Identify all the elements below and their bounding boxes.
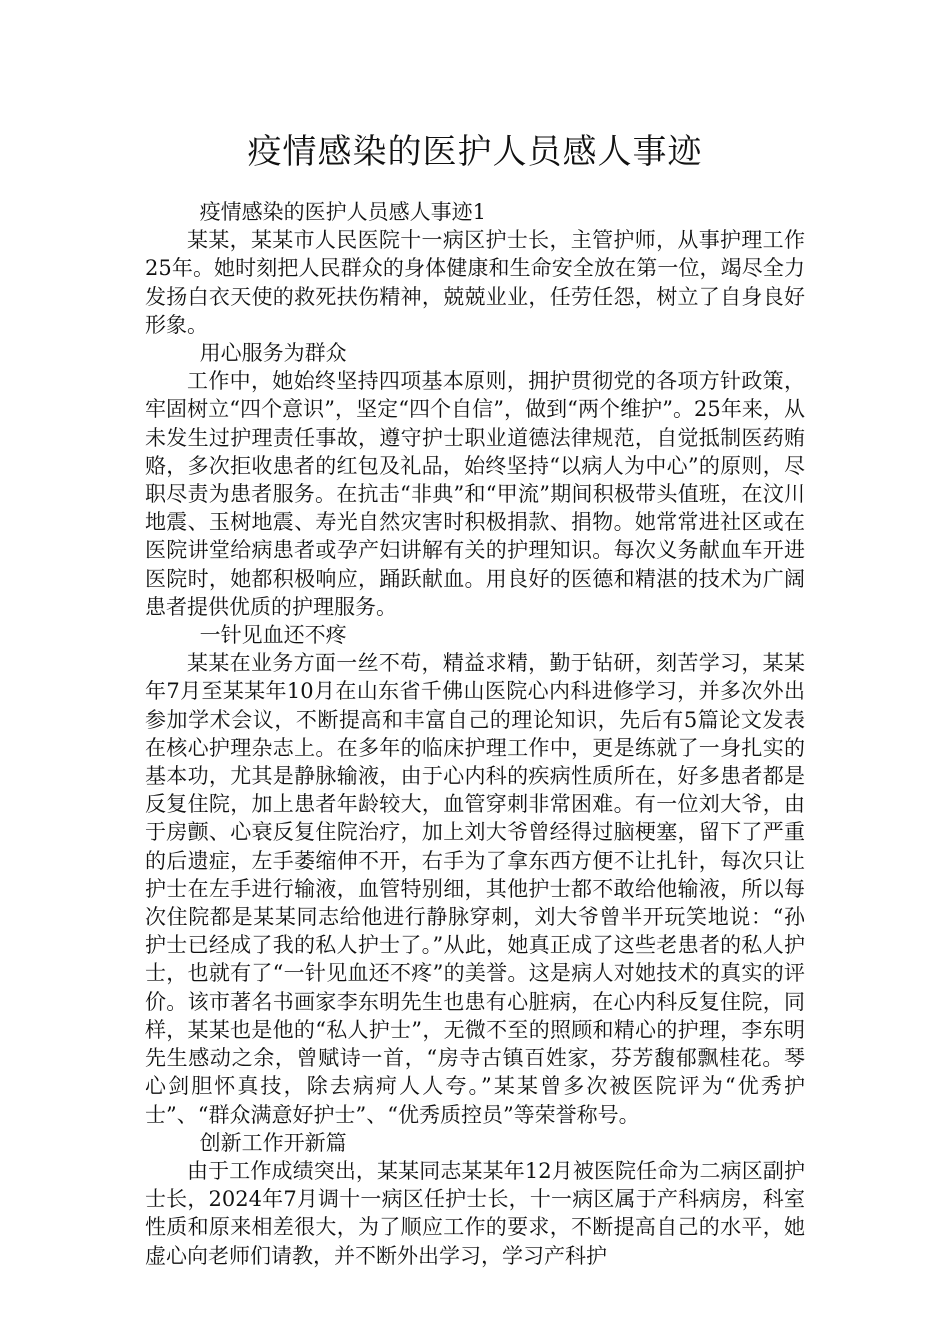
document-title: 疫情感染的医护人员感人事迹 <box>247 132 703 172</box>
document-page <box>145 128 805 1270</box>
paragraph-innovation: 由于工作成绩突出，某某同志某某年12月被医院任命为二病区副护士长，2024年7月调十一病区任护士长，十一病区属于产科病房，科室性质和原来相差很大，为了顺应工作的要求，不断提高自己的水平，她虚心向老师们请教，并不断外出学习，学习产科护 <box>145 1158 805 1268</box>
section-heading-innovation: 创新工作开新篇 <box>199 1130 347 1155</box>
paragraph-service: 工作中，她始终坚持四项基本原则，拥护贯彻党的各项方针政策，牢固树立“四个意识”，坚定“四个自信”，做到“两个维护”。25年来，从未发生过护理责任事故，遵守护士职业道德法律规范，自觉抵制医药贿赂，多次拒收患者的红包及礼品，始终坚持“以病人为中心”的原则，尽职尽责为患者服务。在抗击“非典”和“甲流”期间积极带头值班，在汶川地震、玉树地震、寿光自然灾害时积极捐款、捐物。她常常进社区或在医院讲堂给病患者或孕产妇讲解有关的护理知识。每次义务献血车开进医院时，她都积极响应，踊跃献血。用良好的医德和精湛的技术为广阔患者提供优质的护理服务。 <box>145 369 805 619</box>
section-heading-service: 用心服务为群众 <box>199 341 347 366</box>
section-heading-skill: 一针见血还不疼 <box>199 623 347 648</box>
paragraph-skill: 某某在业务方面一丝不苟，精益求精，勤于钻研，刻苦学习，某某年7月至某某年10月在山东省千佛山医院心内科进修学习，并多次外出参加学术会议，不断提高和丰富自己的理论知识，先后有5篇论文发表在核心护理杂志上。在多年的临床护理工作中，更是练就了一身扎实的基本功，尤其是静脉输液，由于心内科的疾病性质所在，好多患者都是反复住院，加上患者年龄较大，血管穿刺非常困难。有一位刘大爷，由于房颤、心衰反复住院治疗，加上刘大爷曾经得过脑梗塞，留下了严重的后遗症，左手萎缩伸不开，右手为了拿东西方便不让扎针，每次只让护士在左手进行输液，血管特别细，其他护士都不敢给他输液，所以每次住院都是某某同志给他进行静脉穿刺，刘大爷曾半开玩笑地说：“孙护士已经成了我的私人护士了。”从此，她真正成了这些老患者的私人护士，也就有了“一针见血还不疼”的美誉。这是病人对她技术的真实的评价。该市著名书画家李东明先生也患有心脏病，在心内科反复住院，同样，某某也是他的“私人护士”，无微不至的照顾和精心的护理，李东明先生感动之余，曾赋诗一首，“房寺古镇百姓家，芬芳馥郁飘桂花。琴心剑胆怀真技，除去病疴人人夸。”某某曾多次被医院评为“优秀护士”、“群众满意好护士”、“优秀质控员”等荣誉称号。 <box>145 651 805 1127</box>
paragraph-intro: 某某，某某市人民医院十一病区护士长，主管护师，从事护理工作25年。她时刻把人民群众的身体健康和生命安全放在第一位，竭尽全力发扬白衣天使的救死扶伤精神，兢兢业业，任劳任怨，树立了自身良好形象。 <box>145 228 805 337</box>
document-subtitle: 疫情感染的医护人员感人事迹1 <box>199 200 486 224</box>
